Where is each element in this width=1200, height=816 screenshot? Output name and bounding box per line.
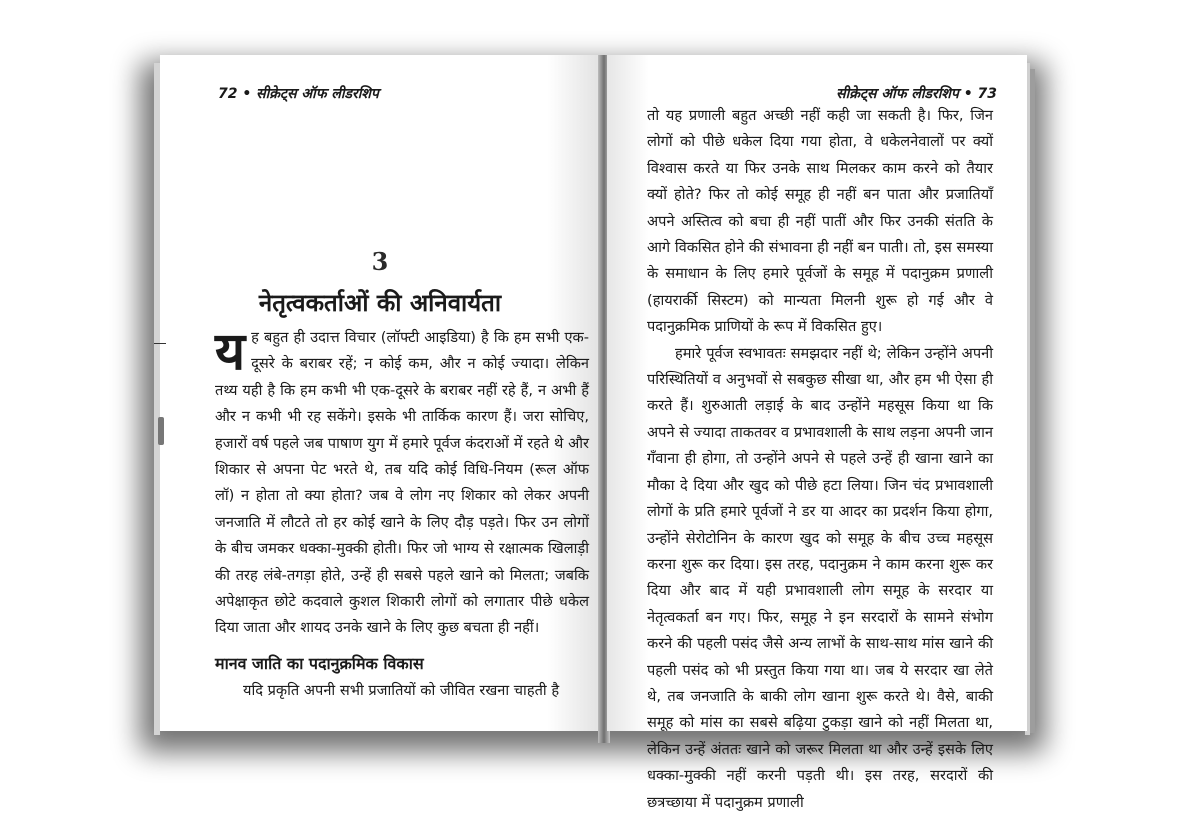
drop-cap: य bbox=[215, 322, 246, 382]
left-paragraph-2: यदि प्रकृति अपनी सभी प्रजातियों को जीवित रखना चाहती है bbox=[243, 681, 560, 699]
section-heading: मानव जाति का पदानुक्रमिक विकास bbox=[215, 653, 424, 673]
chapter-title: नेतृत्वकर्ताओं की अनिवार्यता bbox=[258, 289, 502, 317]
left-paragraph-1-text: ह बहुत ही उदात्त विचार (लॉफ्टी आइडिया) है कि हम सभी एक-दूसरे के बराबर रहें; न कोई कम, और न कोई ज्यादा। लेकिन तथ्य यही है कि हम कभी भी एक-दूसरे के बराबर नहीं रहे हैं, न अभी हैं और न कभी भी रह सकेंगे। इसके भी तार्किक कारण हैं। जरा सोचिए, हजारों वर्ष पहले जब पाषाण युग में हमारे पूर्वज कंदराओं में रहते थे और शिकार से अपना पेट भरते थे, तब यदि कोई विधि-नियम (रूल ऑफ लॉ) न होता तो क्या होता? जब वे लोग नए शिकार को लेकर अपनी जनजाति में लौटते तो हर कोई खाने के लिए दौड़ पड़ते। फिर उन लोगों के बीच जमकर धक्का-मुक्की होती। फिर जो भाग्य से रक्षात्मक खिलाड़ी की तरह लंबे-तगड़ा होते, उन्हें ही सबसे पहले खाने को मिलता; जबकि अपेक्षाकृत छोटे कदवाले कुशल शिकारी लोगों को लगातार पीछे धकेल दिया जाता और शायद उनके खाने के लिए कुछ बचता ही नहीं। bbox=[215, 329, 589, 637]
left-running-head: 72 • सीक्रेट्स ऑफ लीडरशिप bbox=[218, 86, 379, 102]
right-running-head: सीक्रेट्स ऑफ लीडरशिप • 73 bbox=[836, 86, 997, 102]
right-page bbox=[607, 55, 1027, 811]
page-tab bbox=[158, 417, 164, 445]
open-book bbox=[152, 55, 1037, 811]
chapter-number: 3 bbox=[371, 247, 389, 276]
left-body-text bbox=[215, 322, 589, 704]
left-paragraph-1 bbox=[215, 322, 589, 642]
page-mark bbox=[154, 343, 166, 344]
right-body-text bbox=[647, 103, 993, 816]
right-paragraph-2: हमारे पूर्वज स्वभावतः समझदार नहीं थे; लेकिन उन्होंने अपनी परिस्थितियों व अनुभवों से सबकुछ सीखा था, और हम भी ऐसा ही करते हैं। शुरुआती लड़ाई के बाद उन्होंने महसूस किया था कि अपने से ज्यादा ताकतवर व प्रभावशाली के साथ लड़ना अपनी जान गँवाना ही होगा, तो उन्होंने अपने से पहले उन्हें ही खाना खाने का मौका दे दिया और खुद को पीछे हटा लिया। जिन चंद प्रभावशाली लोगों के प्रति हमारे पूर्वजों ने डर या आदर का प्रदर्शन किया होगा, उन्होंने सेरोटोनिन के कारण खुद को समूह के बीच उच्च महसूस करना शुरू कर दिया। इस तरह, पदानुक्रम ने काम करना शुरू कर दिया और बाद में यही प्रभावशाली लोग समूह के सरदार या नेतृत्वकर्ता बन गए। फिर, समूह ने इन सरदारों के सामने संभोग करने की पहली पसंद जैसे अन्य लाभों के साथ-साथ मांस खाने की पहली पसंद को भी प्रस्तुत किया गया था। जब ये सरदार खा लेते थे, तब जनजाति के बाकी लोग खाना शुरू करते थे। वैसे, बाकी समूह को मांस का सबसे बढ़िया टुकड़ा खाने को नहीं मिलता था, लेकिन उन्हें अंततः खाने को जरूर मिलता था और उन्हें इसके लिए धक्का-मुक्की नहीं करनी पड़ती थी। इस तरह, सरदारों की छत्रच्छाया में पदानुक्रम प्रणाली bbox=[647, 344, 993, 811]
right-page-edge-shadow bbox=[1030, 69, 1035, 733]
left-page bbox=[160, 55, 600, 731]
right-paragraph-1: तो यह प्रणाली बहुत अच्छी नहीं कही जा सकती है। फिर, जिन लोगों को पीछे धकेल दिया गया होता, वे धकेलनेवालों पर क्यों विश्वास करते या फिर उनके साथ मिलकर काम करने को तैयार क्यों होते? फिर तो कोई समूह ही नहीं बन पाता और प्रजातियाँ अपने अस्तित्व को बचा ही नहीं पातीं और फिर उनकी संतति के आगे विकसित होने की संभावना ही नहीं बन पाती। तो, इस समस्या के समाधान के लिए हमारे पूर्वजों के समूह में पदानुक्रम प्रणाली (हायरार्की सिस्टम) को मान्यता मिलनी शुरू हो गई और वे पदानुक्रमिक प्राणियों के रूप में विकसित हुए। bbox=[647, 107, 993, 336]
